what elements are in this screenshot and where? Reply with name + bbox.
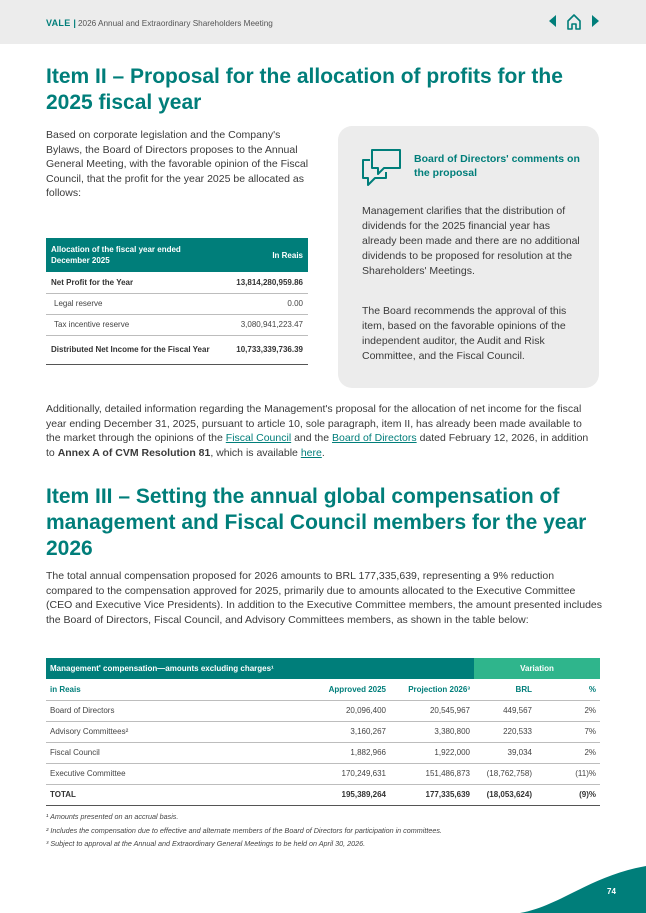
brand-label: VALE | (46, 18, 77, 28)
allocation-row-value: 10,733,339,736.39 (216, 335, 308, 364)
approved-cell: 1,882,966 (234, 742, 390, 763)
projection-cell: 3,380,800 (390, 721, 474, 742)
allocation-header-label: Allocation of the fiscal year ended December 2025 (46, 238, 216, 272)
pct-cell: (9)% (536, 784, 600, 805)
footnote: ³ Subject to approval at the Annual and Extraordinary General Meetings to be held on April 30, 2026. (46, 839, 366, 848)
allocation-row (46, 335, 308, 364)
approved-cell: 20,096,400 (234, 700, 390, 721)
allocation-row-label: Distributed Net Income for the Fiscal Year (46, 335, 216, 364)
allocation-table (46, 238, 308, 365)
top-bar (0, 0, 646, 44)
variation-header: Variation (474, 658, 600, 679)
table-row (46, 763, 600, 784)
projection-cell: 1,922,000 (390, 742, 474, 763)
approved-cell: 195,389,264 (234, 784, 390, 805)
page-corner-shape (520, 866, 646, 913)
column-header: BRL (474, 679, 536, 700)
allocation-row-label: Legal reserve (46, 293, 216, 314)
additional-info-paragraph (46, 402, 598, 460)
row-label: Board of Directors (46, 700, 234, 721)
compensation-column-headers (46, 679, 600, 700)
brl-cell: 449,567 (474, 700, 536, 721)
brl-cell: 220,533 (474, 721, 536, 742)
footnote: ² Includes the compensation due to effective and alternate members of the Board of Directors for participation in committees. (46, 826, 442, 835)
fiscal-council-link[interactable]: Fiscal Council (225, 432, 292, 444)
comments-title: Board of Directors' comments on the proposal (414, 153, 580, 179)
item-2-heading: Item II – Proposal for the allocation of profits for the 2025 fiscal year (46, 65, 563, 114)
compensation-header-row (46, 658, 600, 679)
allocation-row-value: 3,080,941,223.47 (216, 314, 308, 335)
annex-reference: Annex A of CVM Resolution 81 (57, 446, 211, 459)
projection-cell: 151,486,873 (390, 763, 474, 784)
speech-bubbles-icon (360, 146, 404, 188)
here-link[interactable]: here (300, 446, 322, 459)
board-comments-box (338, 126, 599, 388)
projection-cell: 20,545,967 (390, 700, 474, 721)
row-label: Fiscal Council (46, 742, 234, 763)
column-header: in Reais (46, 679, 234, 700)
text-span: and the (291, 432, 333, 444)
row-label: TOTAL (46, 784, 234, 805)
table-row (46, 700, 600, 721)
table-row (46, 721, 600, 742)
allocation-row (46, 293, 308, 314)
table-row (46, 742, 600, 763)
comments-paragraph: Management clarifies that the distribution of dividends for the 2025 financial year has already been made and there are no additional dividends to be proposed for resolution at the Shareholders' Meetings. (362, 205, 580, 277)
compensation-header-label: Management' compensation—amounts excluding charges¹ (46, 658, 474, 679)
column-header: Projection 2026³ (390, 679, 474, 700)
brl-cell: (18,762,758) (474, 763, 536, 784)
allocation-row-label: Net Profit for the Year (46, 272, 216, 293)
board-of-directors-link[interactable]: Board of Directors (332, 432, 417, 444)
allocation-header-row (46, 238, 308, 272)
approved-cell: 3,160,267 (234, 721, 390, 742)
home-icon[interactable] (566, 13, 582, 30)
allocation-row-value: 0.00 (216, 293, 308, 314)
allocation-row (46, 314, 308, 335)
approved-cell: 170,249,631 (234, 763, 390, 784)
brl-cell: (18,053,624) (474, 784, 536, 805)
nav-next-icon[interactable] (592, 15, 599, 27)
pct-cell: (11)% (536, 763, 600, 784)
nav-prev-icon[interactable] (549, 15, 556, 27)
item-2-intro: Based on corporate legislation and the Company's Bylaws, the Board of Directors proposes to the Annual General Meeting, with the favorable opinion of the Fiscal Council, that the profit for the year 2025 be allocated as follows: (46, 129, 309, 199)
page-number: 74 (607, 887, 616, 896)
allocation-row-value: 13,814,280,959.86 (216, 272, 308, 293)
allocation-row-label: Tax incentive reserve (46, 314, 216, 335)
text-span: , which is available (210, 446, 301, 459)
row-label: Advisory Committees² (46, 721, 234, 742)
text-span: dated February 12, 2026, in addition to (46, 432, 589, 459)
comments-paragraph: The Board recommends the approval of this item, based on the favorable opinions of the independent auditor, the Audit and Risk Committee, and the Fiscal Council. (362, 305, 567, 362)
footnote: ¹ Amounts presented on an accrual basis. (46, 812, 179, 821)
column-header: Approved 2025 (234, 679, 390, 700)
text-span: Additionally, detailed information regarding the Management's proposal for the allocation of net income for the fiscal year ending December 31, 2025, pursuant to article 10, sole paragraph, item II, has already been made available to the market through the opinions of the (46, 403, 582, 444)
allocation-row (46, 272, 308, 293)
column-header: % (536, 679, 600, 700)
brl-cell: 39,034 (474, 742, 536, 763)
pct-cell: 2% (536, 742, 600, 763)
pct-cell: 7% (536, 721, 600, 742)
item-3-heading: Item III – Setting the annual global compensation of management and Fiscal Council members for the year 2026 (46, 485, 587, 560)
projection-cell: 177,335,639 (390, 784, 474, 805)
total-row (46, 784, 600, 805)
text-span: . (321, 446, 325, 459)
document-title: 2026 Annual and Extraordinary Shareholders Meeting (78, 19, 273, 28)
item-3-intro: The total annual compensation proposed for 2026 amounts to BRL 177,335,639, representing a 9% reduction compared to the compensation approved for 2025, primarily due to amounts allocated to the Executive Committee (CEO and Executive Vice Presidents). In addition to the Executive Committee members, the amount presented includes the Board of Directors, Fiscal Council, and Advisory Committees members, as shown in the table below: (46, 570, 603, 626)
allocation-header-unit: In Reais (216, 238, 308, 272)
row-label: Executive Committee (46, 763, 234, 784)
compensation-table (46, 658, 600, 806)
pct-cell: 2% (536, 700, 600, 721)
